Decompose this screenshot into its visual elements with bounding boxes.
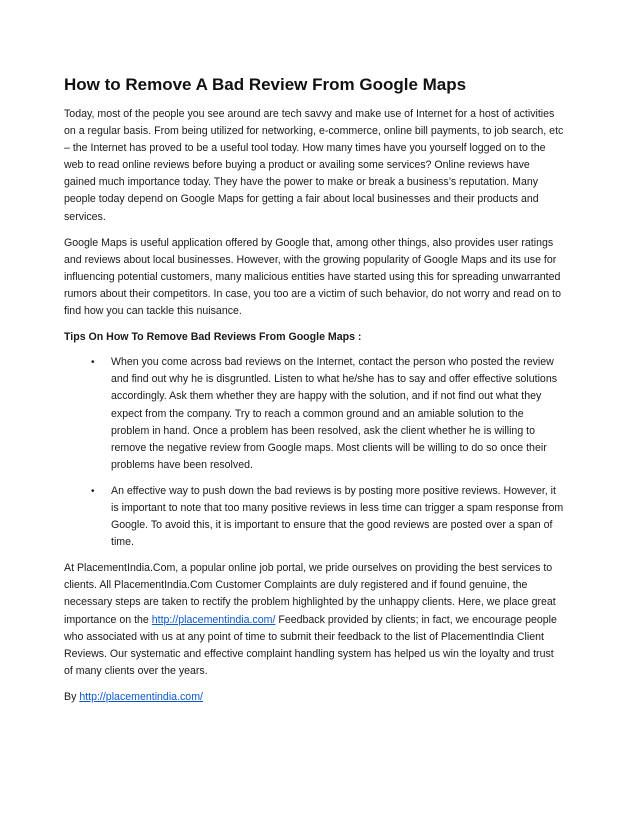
bullet-icon: • <box>91 485 95 497</box>
document-page <box>64 74 564 715</box>
tip-item <box>64 483 564 551</box>
paragraph-text-end: Feedback provided by clients; in fact, we encourage people who associated with us at any point of time to submit their feedback to the list of PlacementIndia Client Reviews. Our systematic and effective complaint handling system has helped us win the loyalty and trust of many clients over the years. <box>64 613 557 677</box>
placementindia-inline-link[interactable]: http://placementindia.com/ <box>151 613 276 626</box>
google-maps-paragraph: Google Maps is useful application offered by Google that, among other things, also provides user ratings and reviews about local businesses. However, with the growing popularity of Google Maps and its use for influencing potential customers, many malicious entities have started using this for spreading unwarranted rumors about their competitors. In case, you too are a victim of such behavior, do not worry and read on to find how you can tackle this nuisance. <box>64 236 561 318</box>
tip-text: When you come across bad reviews on the Internet, contact the person who posted the review and find out why he is disgruntled. Listen to what he/she has to say and offer effective solutions accordingly. Ask them whether they are happy with the solution, and if not find out what they expect from the company. Try to reach a common ground and an amiable solution to the problem in hand. Once a problem has been resolved, ask the client whether he is willing to remove the negative review from Google maps. Most clients will be willing to do so once their problems have been resolved. <box>111 356 558 471</box>
tips-list <box>64 354 564 551</box>
bullet-icon: • <box>91 357 95 369</box>
placementindia-paragraph <box>64 560 564 680</box>
page-title: How to Remove A Bad Review From Google Maps <box>64 75 467 94</box>
paragraph-text-start: At PlacementIndia.Com, a popular online job portal, we pride ourselves on providing the best services to clients. All PlacementIndia.Com Customer Complaints are duly registered and if found genuine, the necessary steps are taken to rectify the problem highlighted by the unhappy clients. Here, we place great importance on the <box>64 562 556 626</box>
tips-heading: Tips On How To Remove Bad Reviews From Google Maps : <box>64 331 362 344</box>
byline-prefix: By <box>64 690 80 703</box>
tip-item <box>64 354 564 474</box>
tip-text: An effective way to push down the bad reviews is by posting more positive reviews. However, it is important to note that too many positive reviews in less time can trigger a spam response from Google. To avoid this, it is important to ensure that the good reviews are posted over a span of time. <box>111 484 564 549</box>
byline <box>64 689 564 706</box>
byline-link[interactable]: http://placementindia.com/ <box>79 690 203 703</box>
intro-paragraph: Today, most of the people you see around are tech savvy and make use of Internet for a host of activities on a regular basis. From being utilized for networking, e-commerce, online bill payments, to job search, etc – the Internet has proved to be a useful tool today. How many times have you yourself logged on to the web to read online reviews before buying a product or availing some services? Online reviews have gained much importance today. They have the power to make or break a business’s reputation. Many people today depend on Google Maps for getting a fair about local businesses and their products and services. <box>64 108 564 223</box>
